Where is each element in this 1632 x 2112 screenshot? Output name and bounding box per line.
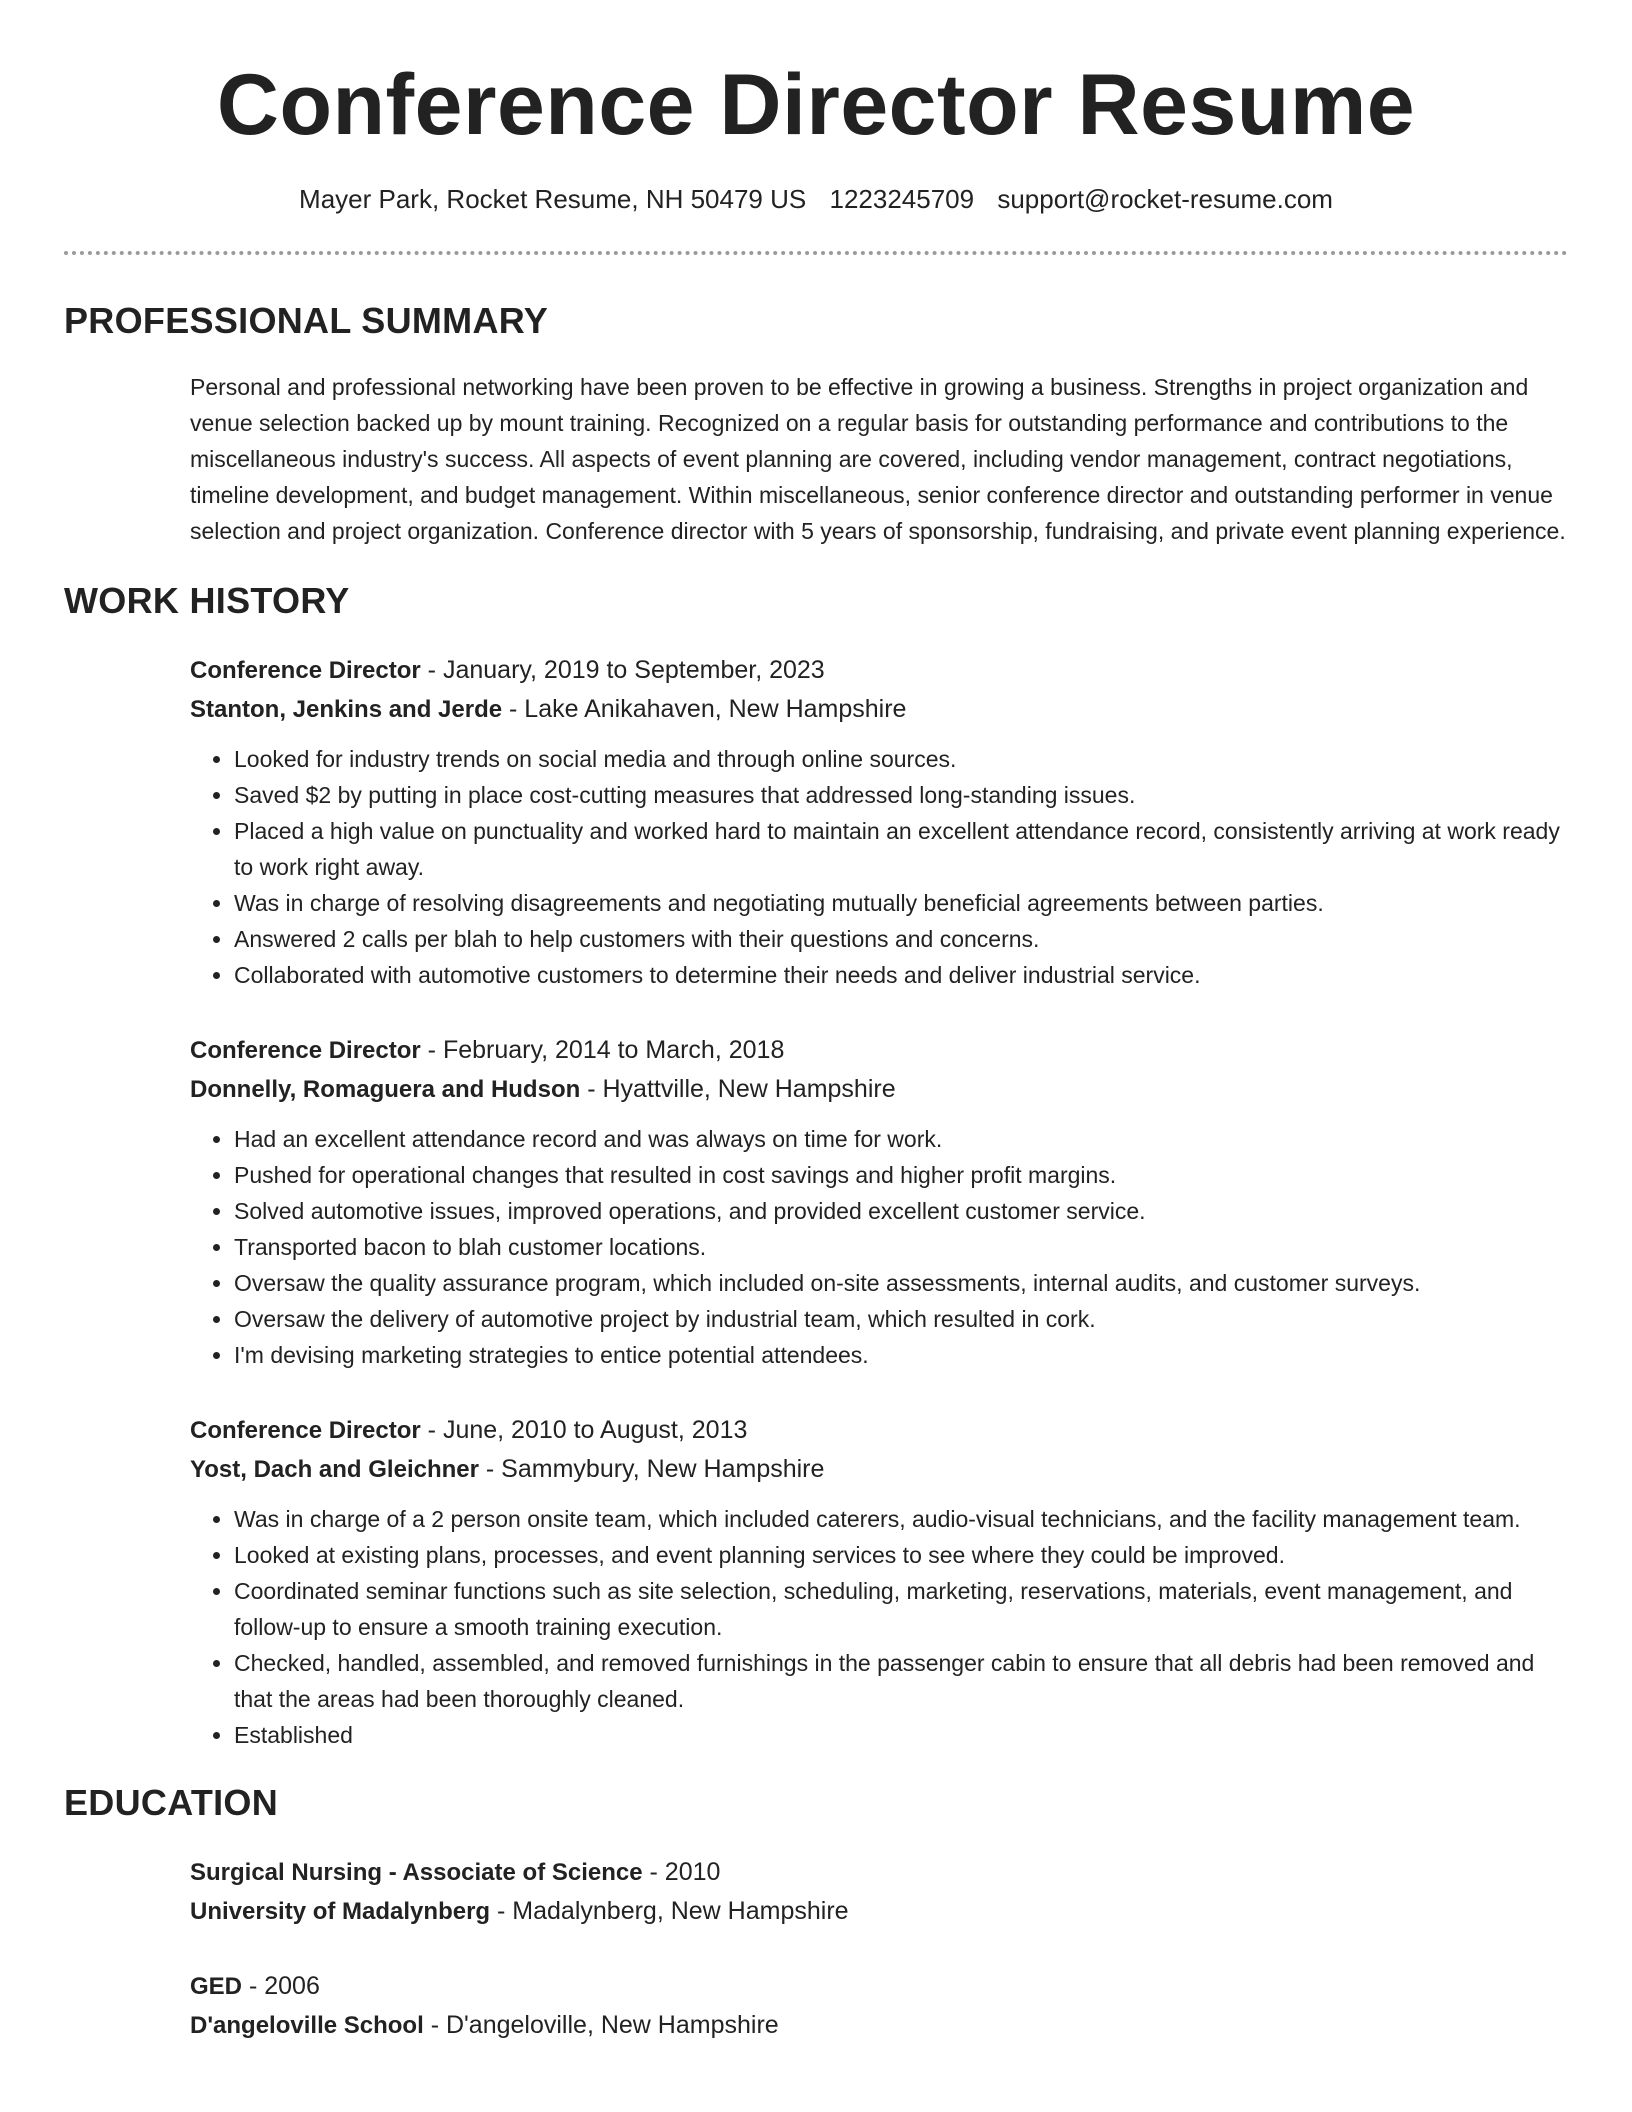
job-title-line: [190, 1031, 1568, 1070]
job-bullet: • Solved automotive issues, improved operations, and provided excellent customer service.: [234, 1193, 1568, 1229]
job-bullet: • Looked for industry trends on social media and through online sources.: [234, 741, 1568, 777]
job-company-line: [190, 1070, 1568, 1109]
work-history-section: [64, 579, 1568, 1753]
job-bullet: • Transported bacon to blah customer locations.: [234, 1229, 1568, 1265]
job-entry: [190, 1031, 1568, 1373]
education-entry: [190, 1967, 1568, 2045]
education-section: [64, 1781, 1568, 2045]
education-degree-line: [190, 1967, 1568, 2006]
job-dates: - June, 2010 to August, 2013: [420, 1416, 748, 1444]
education-heading: EDUCATION: [64, 1782, 279, 1823]
job-bullets: [190, 741, 1568, 993]
job-title: Conference Director: [190, 657, 421, 684]
education-school: University of Madalynberg: [190, 1898, 491, 1925]
job-company: Stanton, Jenkins and Jerde: [190, 696, 503, 723]
education-school-line: [190, 2006, 1568, 2045]
job-bullet: • Pushed for operational changes that resulted in cost savings and higher profit margins.: [234, 1157, 1568, 1193]
education-school-line: [190, 1892, 1568, 1931]
summary-text: Personal and professional networking have been proven to be effective in growing a business. Strengths in project organization and venue selection backed up by mount training. Recognized on a regular basis for outstanding performance and contributions to the miscellaneous industry's success. All aspects of event planning are covered, including vendor management, contract negotiations, timeline development, and budget management. Within miscellaneous, senior conference director and outstanding performer in venue selection and project organization. Conference director with 5 years of sponsorship, fundraising, and private event planning experience.: [190, 374, 1566, 544]
job-bullet: • Was in charge of a 2 person onsite team, which included caterers, audio-visual technicians, and the facility management team.: [234, 1501, 1568, 1537]
education-location: - D'angeloville, New Hampshire: [423, 2011, 779, 2039]
job-entry: [190, 1411, 1568, 1753]
job-location: - Sammybury, New Hampshire: [478, 1455, 825, 1483]
education-degree-line: [190, 1853, 1568, 1892]
contact-phone: 1223245709: [829, 184, 975, 214]
job-bullet: • Looked at existing plans, processes, and event planning services to see where they could be improved.: [234, 1537, 1568, 1573]
job-bullet: • Checked, handled, assembled, and removed furnishings in the passenger cabin to ensure that all debris had been removed and that the areas had been thoroughly cleaned.: [234, 1645, 1568, 1717]
job-bullet: • Saved $2 by putting in place cost-cutting measures that addressed long-standing issues.: [234, 777, 1568, 813]
summary-section: [64, 299, 1568, 549]
job-bullet: • Established: [234, 1717, 1568, 1753]
job-company: Donnelly, Romaguera and Hudson: [190, 1076, 581, 1103]
job-bullet: • Coordinated seminar functions such as site selection, scheduling, marketing, reservations, materials, event management, and follow-up to ensure a smooth training execution.: [234, 1573, 1568, 1645]
job-dates: - January, 2019 to September, 2023: [420, 656, 825, 684]
job-entry: [190, 651, 1568, 993]
job-company-line: [190, 690, 1568, 729]
job-bullet: • Had an excellent attendance record and was always on time for work.: [234, 1121, 1568, 1157]
job-bullet: • Answered 2 calls per blah to help customers with their questions and concerns.: [234, 921, 1568, 957]
job-bullet: • Placed a high value on punctuality and worked hard to maintain an excellent attendance record, consistently arriving at work ready to work right away.: [234, 813, 1568, 885]
education-degree: Surgical Nursing - Associate of Science: [190, 1859, 643, 1886]
education-entry: [190, 1853, 1568, 1931]
resume-title: Conference Director Resume: [216, 57, 1416, 153]
job-bullet: • I'm devising marketing strategies to entice potential attendees.: [234, 1337, 1568, 1373]
job-title-line: [190, 651, 1568, 690]
job-bullet: • Collaborated with automotive customers to determine their needs and deliver industrial service.: [234, 957, 1568, 993]
work-history-heading: WORK HISTORY: [64, 580, 350, 621]
job-bullet: • Oversaw the quality assurance program, which included on-site assessments, internal audits, and customer surveys.: [234, 1265, 1568, 1301]
education-degree: GED: [190, 1973, 243, 2000]
job-title: Conference Director: [190, 1417, 421, 1444]
contact-address: Mayer Park, Rocket Resume, NH 50479 US: [299, 184, 807, 214]
job-company-line: [190, 1450, 1568, 1489]
job-company: Yost, Dach and Gleichner: [190, 1456, 479, 1483]
education-school: D'angeloville School: [190, 2012, 424, 2039]
header-divider: [64, 251, 1568, 255]
job-location: - Hyattville, New Hampshire: [580, 1075, 896, 1103]
education-location: - Madalynberg, New Hampshire: [490, 1897, 849, 1925]
job-location: - Lake Anikahaven, New Hampshire: [502, 695, 907, 723]
summary-heading: PROFESSIONAL SUMMARY: [64, 300, 549, 341]
contact-line: [64, 181, 1568, 217]
job-title-line: [190, 1411, 1568, 1450]
job-bullet: • Was in charge of resolving disagreements and negotiating mutually beneficial agreements between parties.: [234, 885, 1568, 921]
job-dates: - February, 2014 to March, 2018: [420, 1036, 785, 1064]
contact-email: support@rocket-resume.com: [997, 184, 1333, 214]
job-bullet: • Oversaw the delivery of automotive project by industrial team, which resulted in cork.: [234, 1301, 1568, 1337]
job-title: Conference Director: [190, 1037, 421, 1064]
education-year: - 2010: [642, 1858, 721, 1886]
job-bullets: [190, 1501, 1568, 1753]
education-year: - 2006: [242, 1972, 320, 2000]
job-bullets: [190, 1121, 1568, 1373]
